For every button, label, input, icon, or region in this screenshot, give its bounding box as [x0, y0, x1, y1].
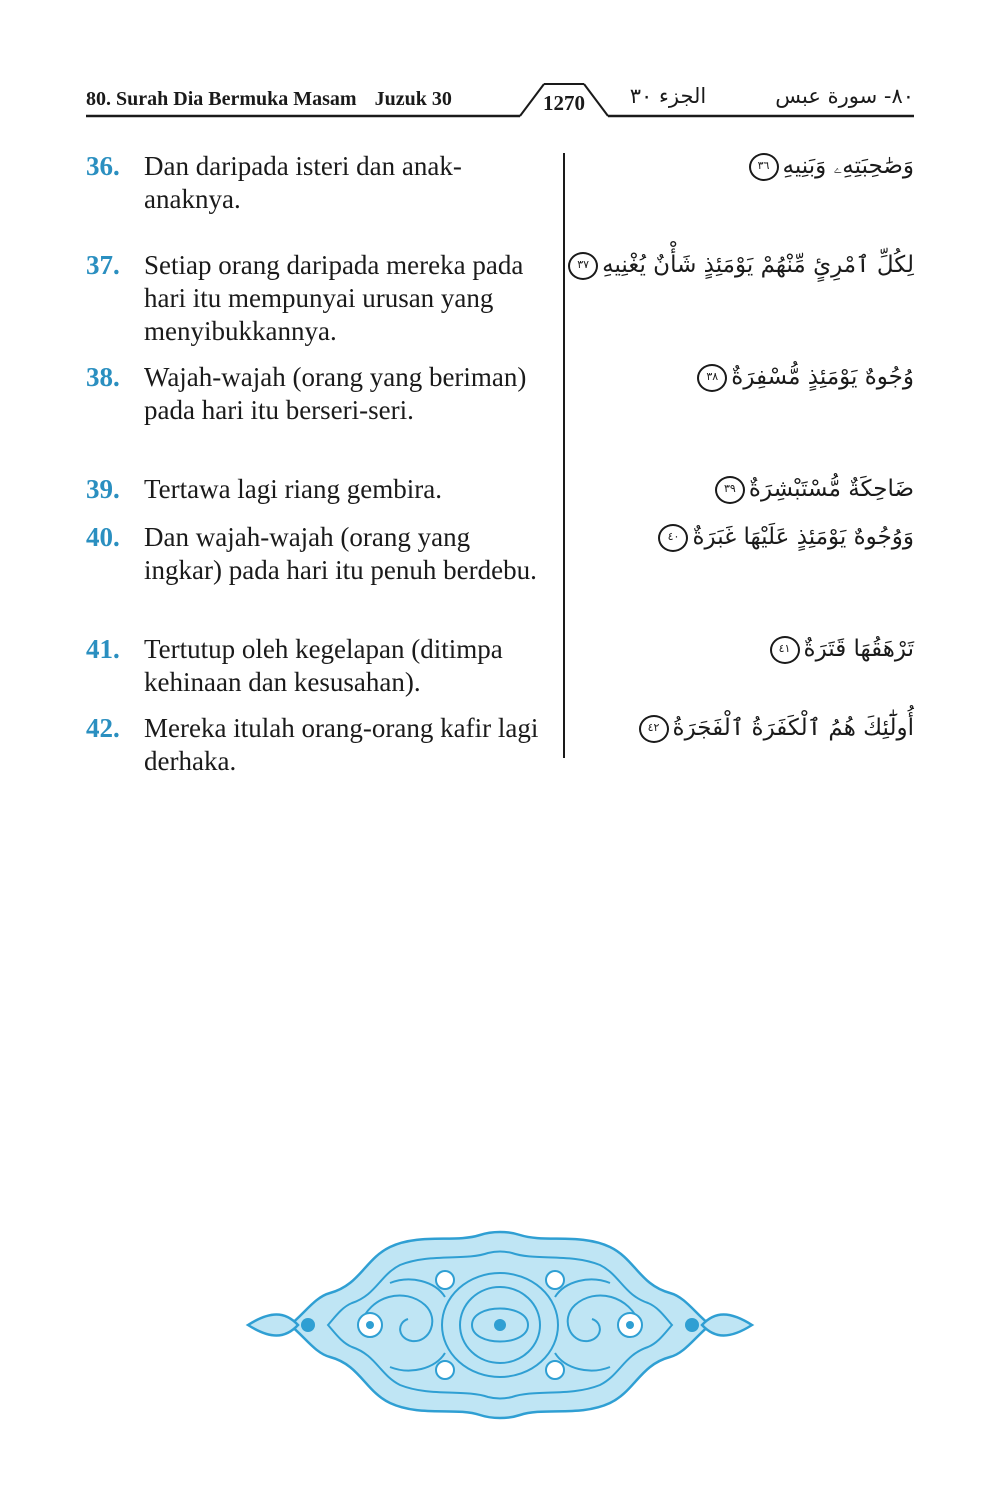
- arabic-text: وَصَٰحِبَتِهِۦ وَبَنِيهِ: [782, 153, 914, 179]
- verse-41: [0, 633, 1000, 712]
- verse-number: 40.: [86, 522, 120, 552]
- verse-38: [0, 361, 1000, 473]
- verse-number: 41.: [86, 634, 120, 664]
- header-title: [86, 88, 452, 111]
- verse-translation: Tertawa lagi riang gembira.: [144, 474, 442, 504]
- ayah-number-marker: ٣٩: [715, 476, 745, 504]
- ayah-number-marker: ٤١: [770, 636, 800, 664]
- arabic-text: وُجُوهٌ يَوْمَئِذٍ مُّسْفِرَةٌ: [731, 364, 914, 390]
- verse-translation: Dan wajah-wajah (orang yang ingkar) pada hari itu penuh berdebu.: [144, 522, 537, 585]
- arabic-text: تَرْهَقُهَا قَتَرَةٌ: [803, 636, 914, 662]
- page-header: [0, 0, 1000, 130]
- verse-number: 39.: [86, 474, 120, 504]
- verse-list: [0, 150, 1000, 782]
- verse-arabic: [594, 361, 914, 394]
- arabic-surah-title: ٨٠- سورة عبس: [775, 84, 914, 108]
- verse-arabic: [594, 633, 914, 666]
- ayah-number-marker: ٤٠: [658, 524, 688, 552]
- verse-42: [0, 712, 1000, 782]
- ayah-number-marker: ٣٧: [568, 252, 598, 280]
- arabic-text: أُولَٰٓئِكَ هُمُ ٱلْكَفَرَةُ ٱلْفَجَرَةُ: [672, 715, 914, 741]
- verse-37: [0, 249, 1000, 361]
- verse-arabic: [594, 521, 914, 554]
- verse-arabic: [594, 712, 914, 745]
- arabic-text: لِكُلِّ ٱمْرِئٍ مِّنْهُمْ يَوْمَئِذٍ شَأْنٌ يُغْنِيهِ: [602, 252, 914, 278]
- verse-translation: Mereka itulah orang-orang kafir lagi derhaka.: [144, 713, 539, 776]
- arabic-juz-label: الجزء ٣٠: [629, 84, 707, 108]
- verse-number: 36.: [86, 151, 120, 181]
- verse-translation: Wajah-wajah (orang yang beriman) pada hari itu berseri-seri.: [144, 362, 527, 425]
- verse-39: [0, 473, 1000, 521]
- verse-number: 37.: [86, 250, 120, 280]
- verse-translation: Setiap orang daripada mereka pada hari itu mempunyai urusan yang menyibukkannya.: [144, 250, 524, 346]
- verse-translation: Tertutup oleh kegelapan (ditimpa kehinaan dan kesusahan).: [144, 634, 503, 697]
- surah-title: 80. Surah Dia Bermuka Masam: [86, 88, 357, 110]
- ayah-number-marker: ٣٦: [749, 153, 779, 181]
- verse-arabic: [577, 249, 914, 282]
- verse-translation: Dan daripada isteri dan anak-anaknya.: [144, 151, 462, 214]
- verse-number: 42.: [86, 713, 120, 743]
- verse-36: [0, 150, 1000, 249]
- arabic-text: وَوُجُوهٌ يَوْمَئِذٍ عَلَيْهَا غَبَرَةٌ: [692, 524, 914, 550]
- page-number: 1270: [543, 91, 585, 115]
- ayah-number-marker: ٤٢: [639, 715, 669, 743]
- juzuk-label: Juzuk 30: [374, 88, 452, 110]
- decorative-ornament: [240, 1225, 760, 1425]
- verse-number: 38.: [86, 362, 120, 392]
- arabic-text: ضَاحِكَةٌ مُّسْتَبْشِرَةٌ: [748, 476, 914, 502]
- verse-arabic: [594, 150, 914, 183]
- verse-40: [0, 521, 1000, 633]
- verse-arabic: [594, 473, 914, 506]
- ayah-number-marker: ٣٨: [697, 364, 727, 392]
